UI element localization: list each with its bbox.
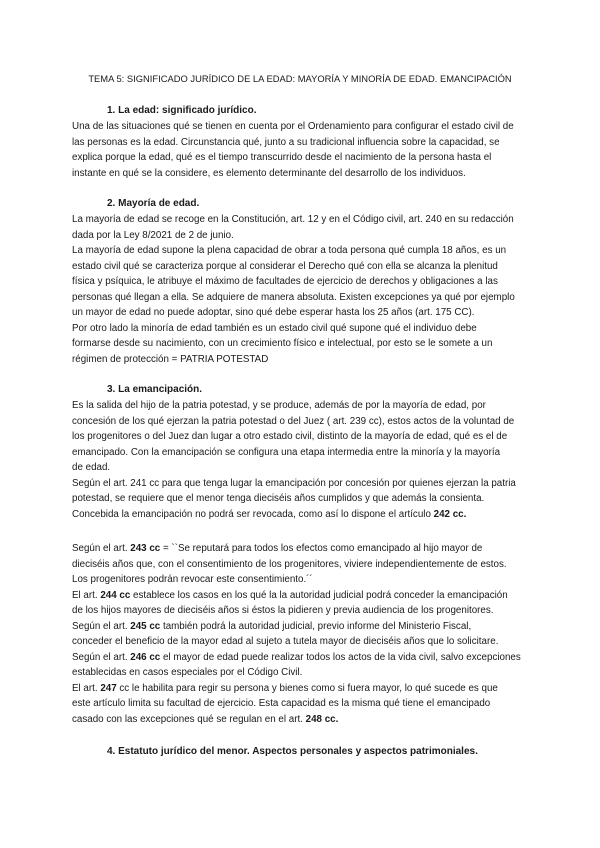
text-line — [72, 619, 532, 635]
article-ref: 245 cc — [130, 620, 161, 632]
text-line: La mayoría de edad supone la plena capacidad de obrar a toda persona qué cumpla 18 años, es un — [72, 245, 507, 256]
text-line: Según el art. 241 cc para que tenga lugar la emancipación por concesión por quienes ejerzan la patria — [72, 477, 516, 489]
article-ref: 243 cc — [130, 543, 161, 554]
text-line: dieciséis años que, con el consentimiento de los progenitores, viviere independientemente de estos. — [72, 558, 507, 570]
text-line: Los progenitores podrán revocar este consentimiento.´´ — [72, 574, 313, 585]
text-line: de los hijos mayores de dieciséis años si éstos la pidieren y previa audiencia de los progenitores. — [72, 605, 494, 616]
text-line: régimen de protección = PATRIA POTESTAD — [72, 353, 269, 365]
section-heading-3: 3. La emancipación. — [107, 384, 203, 395]
text-line: este artículo limita su facultad de ejercicio. Esta capacidad es la misma qué tiene el emancipado — [72, 698, 491, 709]
section-heading-4: 4. Estatuto jurídico del menor. Aspectos personales y aspectos patrimoniales. — [107, 746, 478, 757]
text-line — [72, 588, 532, 604]
text-line: Por otro lado la minoría de edad también es un estado civil qué supone qué el individuo debe — [72, 322, 477, 334]
text-line — [72, 650, 532, 666]
text-line: personas qué llegan a ella. Se adquiere de manera absoluta. Existen excepciones ya qué por ejemplo — [72, 291, 515, 303]
text-line — [72, 507, 532, 523]
section-body-3-continued — [72, 541, 532, 727]
article-ref: 246 cc — [130, 651, 161, 663]
article-ref: 244 cc — [100, 589, 131, 601]
text-line: formarse desde su nacimiento, con un crecimiento físico e intelectual, por esto se le somete a un — [72, 338, 493, 349]
text-segment: El art. — [72, 589, 101, 601]
section-body-3 — [72, 398, 532, 522]
text-line — [72, 712, 532, 728]
text-line: física y psíquica, le atribuye el máximo de facultades de ejercicio de derechos y obligaciones a las — [72, 276, 498, 287]
text-line: emancipado. Con la emancipación se configura una etapa intermedia entre la minoría y la mayoría — [72, 446, 501, 458]
text-line: las personas es la edad. Circunstancia qué, junto a su tradicional influencia sobre la capacidad, se — [72, 136, 500, 148]
text-line: de edad. — [72, 462, 111, 473]
text-line: instante en qué se la considere, es elemento determinante del desarrollo de los individuos. — [72, 167, 466, 179]
section-heading-2: 2. Mayoría de edad. — [107, 198, 200, 209]
text-segment: Según el art. — [72, 651, 131, 663]
text-line: Es la salida del hijo de la patria potestad, y se produce, además de por la mayoría de edad, por — [72, 400, 486, 411]
text-segment: El art. — [72, 682, 101, 694]
text-line: estado civil qué se caracteriza porque al considerar el Derecho qué con ella se alcanza la plenitud — [72, 260, 498, 272]
text-segment: Concebida la emancipación no podrá ser revocada, como así lo dispone el artículo — [72, 508, 431, 520]
article-ref: 248 cc. — [305, 713, 339, 725]
text-line: La mayoría de edad se recoge en la Constitución, art. 12 y en el Código civil, art. 240 en su redacción — [72, 214, 514, 225]
text-segment: = ``Se reputará para todos los efectos como emancipado al hijo mayor de — [160, 543, 483, 554]
text-line — [72, 681, 532, 697]
text-segment: el mayor de edad puede realizar todos los actos de la vida civil, salvo excepciones — [160, 651, 521, 663]
text-segment: cc le habilita para regir su persona y bienes como si fuera mayor, lo qué sucede es que — [116, 682, 498, 694]
text-segment: también podrá la autoridad judicial, previo informe del Ministerio Fiscal, — [160, 620, 472, 632]
section-body-2 — [72, 212, 532, 367]
text-line: Una de las situaciones qué se tienen en cuenta por el Ordenamiento para configurar el estado civil de — [72, 121, 514, 132]
text-line: un mayor de edad no puede adoptar, sino qué debe esperar hasta los 25 años (art. 175 CC). — [72, 307, 475, 318]
text-segment: Según el art. — [72, 543, 131, 554]
section-heading-1: 1. La edad: significado jurídico. — [107, 105, 257, 116]
text-segment: establece los casos en los qué la la autoridad judicial podrá conceder la emancipación — [130, 589, 508, 601]
text-line: dada por la Ley 8/2021 de 2 de junio. — [72, 229, 234, 241]
text-line: explica porque la edad, qué es el tiempo transcurrido desde el nacimiento de la persona hasta el — [72, 152, 492, 163]
article-ref: 242 cc. — [433, 508, 467, 520]
text-line: establecidas en casos especiales por el Código Civil. — [72, 667, 303, 678]
article-ref: 247 — [100, 682, 117, 694]
text-line: los progenitores o del Juez dan lugar a otro estado civil, distinto de la mayoría de edad, qué es el de — [72, 431, 508, 442]
document-title: TEMA 5: SIGNIFICADO JURÍDICO DE LA EDAD: MAYORÍA Y MINORÍA DE EDAD. EMANCIPACIÓN — [88, 73, 512, 84]
text-line: conceder el beneficio de la mayor edad al sujeto a tutela mayor de dieciséis años que lo solicitare. — [72, 636, 499, 647]
text-line: potestad, se requiere que el menor tenga dieciséis años cumplidos y que además la consienta. — [72, 493, 485, 504]
text-segment: Según el art. — [72, 620, 131, 632]
text-line — [72, 541, 532, 557]
section-body-1 — [72, 119, 532, 181]
text-segment: casado con las excepciones qué se regulan en el art. — [72, 713, 306, 725]
text-line: concesión de los qué ejerzan la patria potestad o del Juez ( art. 239 cc), estos actos de la voluntad de — [72, 415, 515, 427]
